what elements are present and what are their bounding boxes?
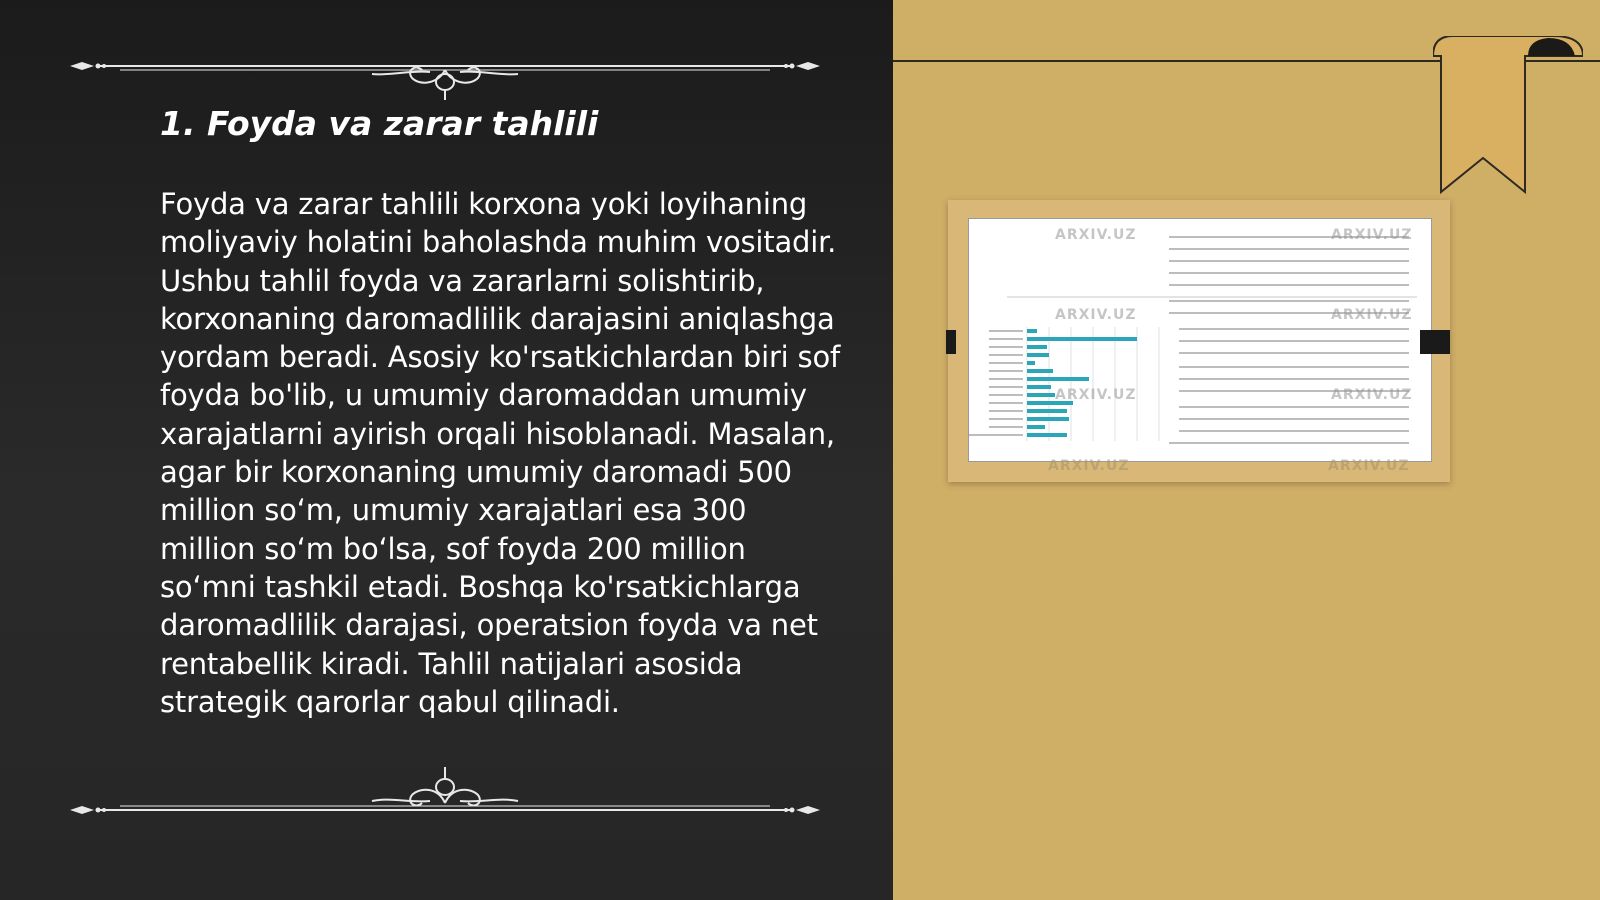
watermark-text: ARXIV.UZ — [1048, 458, 1130, 474]
watermark-text: ARXIV.UZ — [1055, 227, 1137, 243]
bottom-ornamental-divider — [60, 765, 830, 825]
watermark-text: ARXIV.UZ — [1055, 307, 1137, 323]
watermark-text: ARXIV.UZ — [1331, 387, 1413, 403]
bookmark-ribbon — [1433, 36, 1583, 196]
body-paragraph: Foyda va zarar tahlili korxona yoki loyihaning moliyaviy holatini baholashda muhim vositadir. Ushbu tahlil foyda va zararlarni solishtirib, korxonaning daromadlilik darajasini aniqlashga yordam beradi. Asosiy ko'rsatkichlardan biri sof foyda bo'lib, u umumiy daromaddan umumiy xarajatlarni ayirish orqali hisoblanadi. Masalan, agar bir korxonaning umumiy daromadi 500 million so‘m, umumiy xarajatlari esa 300 million so‘m bo‘lsa, sof foyda 200 million so‘mni tashkil etadi. Boshqa ko'rsatkichlarga daromadlilik darajasi, operatsion foyda va net rentabellik kiradi. Tahlil natijalari asosida strategik qarorlar qabul qilinadi. — [160, 187, 841, 719]
watermark-text: ARXIV.UZ — [1331, 227, 1413, 243]
frame-clip-right — [1420, 330, 1450, 354]
watermark-text: ARXIV.UZ — [1331, 307, 1413, 323]
document-preview-image — [968, 218, 1432, 462]
slide-title: 1. Foyda va zarar tahlili — [160, 104, 599, 143]
top-ornamental-divider — [60, 40, 830, 100]
document-thumbnail — [969, 219, 1431, 461]
watermark-text: ARXIV.UZ — [1328, 458, 1410, 474]
watermark-text: ARXIV.UZ — [1055, 387, 1137, 403]
document-preview-frame — [948, 200, 1450, 482]
frame-clip-left — [946, 330, 956, 354]
